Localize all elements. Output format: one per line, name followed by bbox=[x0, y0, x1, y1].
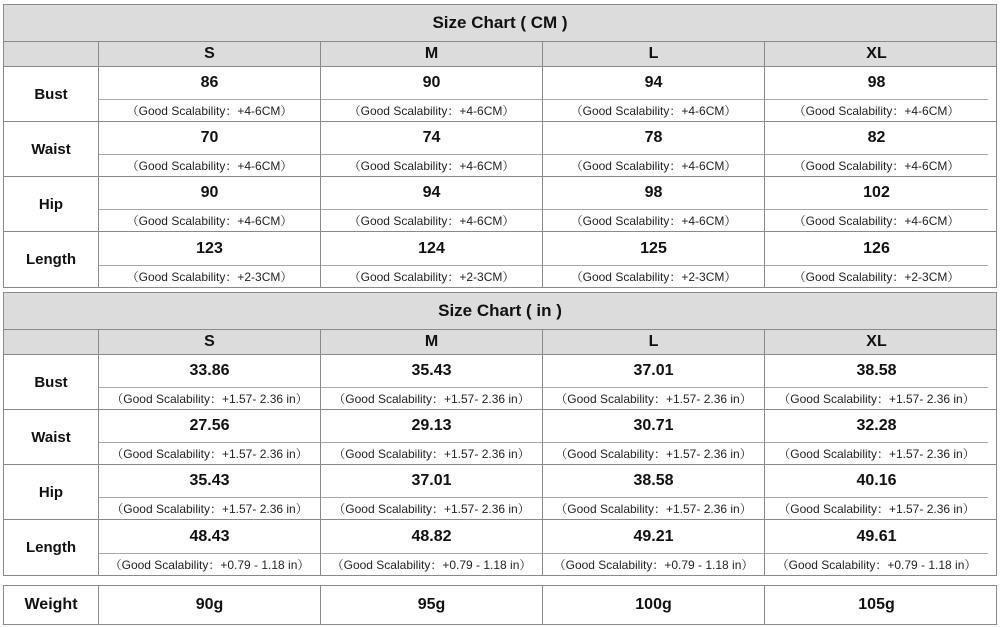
scalability-note: （Good Scalability：+1.57- 2.36 in） bbox=[778, 502, 975, 516]
corner-cell bbox=[4, 330, 99, 354]
scalability-note: （Good Scalability：+0.79 - 1.18 in） bbox=[109, 558, 310, 572]
scalability-note: （Good Scalability：+4-6CM） bbox=[126, 159, 293, 173]
size-cell bbox=[543, 465, 765, 519]
scalability-note: （Good Scalability：+4-6CM） bbox=[793, 104, 960, 118]
scalability-note: （Good Scalability：+1.57- 2.36 in） bbox=[333, 392, 530, 406]
size-cell bbox=[543, 232, 765, 287]
size-chart-cm-table bbox=[3, 4, 997, 288]
measure-value: 40.16 bbox=[765, 465, 988, 498]
size-header-xl: XL bbox=[866, 333, 887, 350]
size-header-xl: XL bbox=[866, 45, 887, 62]
weight-value-l: 100g bbox=[543, 586, 765, 624]
size-cell bbox=[543, 355, 765, 409]
measure-value: 49.21 bbox=[543, 520, 764, 554]
scalability-note: （Good Scalability：+1.57- 2.36 in） bbox=[555, 447, 752, 461]
table-row-hip bbox=[4, 177, 996, 232]
measure-value: 32.28 bbox=[765, 410, 988, 443]
scalability-note: （Good Scalability：+1.57- 2.36 in） bbox=[333, 502, 530, 516]
measure-value: 30.71 bbox=[543, 410, 764, 443]
row-label: Bust bbox=[4, 355, 99, 409]
weight-value-xl: 105g bbox=[858, 596, 895, 613]
size-cell bbox=[321, 465, 543, 519]
scalability-note: （Good Scalability：+1.57- 2.36 in） bbox=[778, 392, 975, 406]
size-cell bbox=[321, 177, 543, 231]
table-row-waist bbox=[4, 410, 996, 465]
scalability-note: （Good Scalability：+2-3CM） bbox=[570, 270, 737, 284]
weight-value-m: 95g bbox=[321, 586, 543, 624]
size-header-m: M bbox=[321, 42, 543, 66]
size-cell bbox=[99, 232, 321, 287]
size-cell bbox=[543, 520, 765, 575]
size-header-m: M bbox=[321, 330, 543, 354]
measure-value: 48.43 bbox=[99, 520, 320, 554]
size-cell bbox=[99, 122, 321, 176]
measure-value: 48.82 bbox=[321, 520, 542, 554]
measure-value: 98 bbox=[765, 67, 988, 100]
size-header-l: L bbox=[543, 330, 765, 354]
weight-label: Weight bbox=[4, 586, 99, 624]
size-cell bbox=[321, 410, 543, 464]
size-cell bbox=[765, 177, 988, 231]
scalability-note: （Good Scalability：+1.57- 2.36 in） bbox=[555, 502, 752, 516]
measure-value: 70 bbox=[99, 122, 320, 155]
row-label: Waist bbox=[4, 410, 99, 464]
size-cell bbox=[543, 67, 765, 121]
scalability-note: （Good Scalability：+4-6CM） bbox=[570, 104, 737, 118]
size-header-s: S bbox=[99, 42, 321, 66]
size-cell bbox=[765, 410, 988, 464]
scalability-note: （Good Scalability：+4-6CM） bbox=[570, 214, 737, 228]
size-cell bbox=[765, 67, 988, 121]
measure-value: 78 bbox=[543, 122, 764, 155]
weight-value-s: 90g bbox=[99, 586, 321, 624]
size-cell bbox=[321, 355, 543, 409]
scalability-note: （Good Scalability：+4-6CM） bbox=[126, 214, 293, 228]
table-row-hip bbox=[4, 465, 996, 520]
size-chart-in-title: Size Chart ( in ) bbox=[4, 293, 996, 330]
measure-value: 37.01 bbox=[321, 465, 542, 498]
measure-value: 74 bbox=[321, 122, 542, 155]
row-label: Bust bbox=[4, 67, 99, 121]
measure-value: 27.56 bbox=[99, 410, 320, 443]
size-cell bbox=[321, 122, 543, 176]
size-cell bbox=[99, 355, 321, 409]
table-row-bust bbox=[4, 67, 996, 122]
measure-value: 98 bbox=[543, 177, 764, 210]
size-cell bbox=[99, 520, 321, 575]
row-label: Length bbox=[4, 520, 99, 575]
measure-value: 82 bbox=[765, 122, 988, 155]
measure-value: 38.58 bbox=[543, 465, 764, 498]
row-label: Hip bbox=[4, 465, 99, 519]
measure-value: 126 bbox=[765, 232, 988, 266]
row-label: Waist bbox=[4, 122, 99, 176]
measure-value: 37.01 bbox=[543, 355, 764, 388]
measure-value: 35.43 bbox=[99, 465, 320, 498]
measure-value: 35.43 bbox=[321, 355, 542, 388]
size-cell bbox=[765, 520, 988, 575]
size-cell bbox=[99, 177, 321, 231]
measure-value: 86 bbox=[99, 67, 320, 100]
scalability-note: （Good Scalability：+4-6CM） bbox=[793, 214, 960, 228]
measure-value: 90 bbox=[99, 177, 320, 210]
scalability-note: （Good Scalability：+0.79 - 1.18 in） bbox=[553, 558, 754, 572]
size-cell bbox=[765, 232, 988, 287]
size-cell bbox=[543, 410, 765, 464]
size-header-row bbox=[4, 42, 996, 67]
measure-value: 29.13 bbox=[321, 410, 542, 443]
scalability-note: （Good Scalability：+1.57- 2.36 in） bbox=[778, 447, 975, 461]
size-cell bbox=[99, 67, 321, 121]
size-cell bbox=[543, 177, 765, 231]
size-cell bbox=[543, 122, 765, 176]
size-cell bbox=[99, 465, 321, 519]
scalability-note: （Good Scalability：+1.57- 2.36 in） bbox=[111, 502, 308, 516]
size-header-l: L bbox=[543, 42, 765, 66]
measure-value: 33.86 bbox=[99, 355, 320, 388]
scalability-note: （Good Scalability：+2-3CM） bbox=[348, 270, 515, 284]
measure-value: 38.58 bbox=[765, 355, 988, 388]
size-cell bbox=[765, 465, 988, 519]
table-row-length bbox=[4, 520, 996, 575]
row-label: Length bbox=[4, 232, 99, 287]
measure-value: 125 bbox=[543, 232, 764, 266]
table-row-length bbox=[4, 232, 996, 287]
scalability-note: （Good Scalability：+2-3CM） bbox=[126, 270, 293, 284]
corner-cell bbox=[4, 42, 99, 66]
scalability-note: （Good Scalability：+1.57- 2.36 in） bbox=[111, 447, 308, 461]
table-row-bust bbox=[4, 355, 996, 410]
scalability-note: （Good Scalability：+4-6CM） bbox=[126, 104, 293, 118]
measure-value: 94 bbox=[321, 177, 542, 210]
row-label: Hip bbox=[4, 177, 99, 231]
size-cell bbox=[321, 520, 543, 575]
size-header-row bbox=[4, 330, 996, 355]
size-cell bbox=[321, 67, 543, 121]
size-cell bbox=[765, 122, 988, 176]
scalability-note: （Good Scalability：+4-6CM） bbox=[570, 159, 737, 173]
size-cell bbox=[99, 410, 321, 464]
measure-value: 124 bbox=[321, 232, 542, 266]
weight-table bbox=[3, 585, 997, 625]
scalability-note: （Good Scalability：+0.79 - 1.18 in） bbox=[776, 558, 977, 572]
size-cell bbox=[321, 232, 543, 287]
measure-value: 102 bbox=[765, 177, 988, 210]
size-chart-cm-title: Size Chart ( CM ) bbox=[4, 5, 996, 42]
measure-value: 94 bbox=[543, 67, 764, 100]
measure-value: 123 bbox=[99, 232, 320, 266]
scalability-note: （Good Scalability：+4-6CM） bbox=[348, 159, 515, 173]
size-header-s: S bbox=[99, 330, 321, 354]
scalability-note: （Good Scalability：+1.57- 2.36 in） bbox=[333, 447, 530, 461]
size-cell bbox=[765, 355, 988, 409]
measure-value: 49.61 bbox=[765, 520, 988, 554]
table-row-waist bbox=[4, 122, 996, 177]
measure-value: 90 bbox=[321, 67, 542, 100]
scalability-note: （Good Scalability：+4-6CM） bbox=[793, 159, 960, 173]
size-chart-in-table bbox=[3, 292, 997, 576]
scalability-note: （Good Scalability：+2-3CM） bbox=[793, 270, 960, 284]
scalability-note: （Good Scalability：+4-6CM） bbox=[348, 104, 515, 118]
scalability-note: （Good Scalability：+0.79 - 1.18 in） bbox=[331, 558, 532, 572]
scalability-note: （Good Scalability：+1.57- 2.36 in） bbox=[111, 392, 308, 406]
scalability-note: （Good Scalability：+4-6CM） bbox=[348, 214, 515, 228]
scalability-note: （Good Scalability：+1.57- 2.36 in） bbox=[555, 392, 752, 406]
